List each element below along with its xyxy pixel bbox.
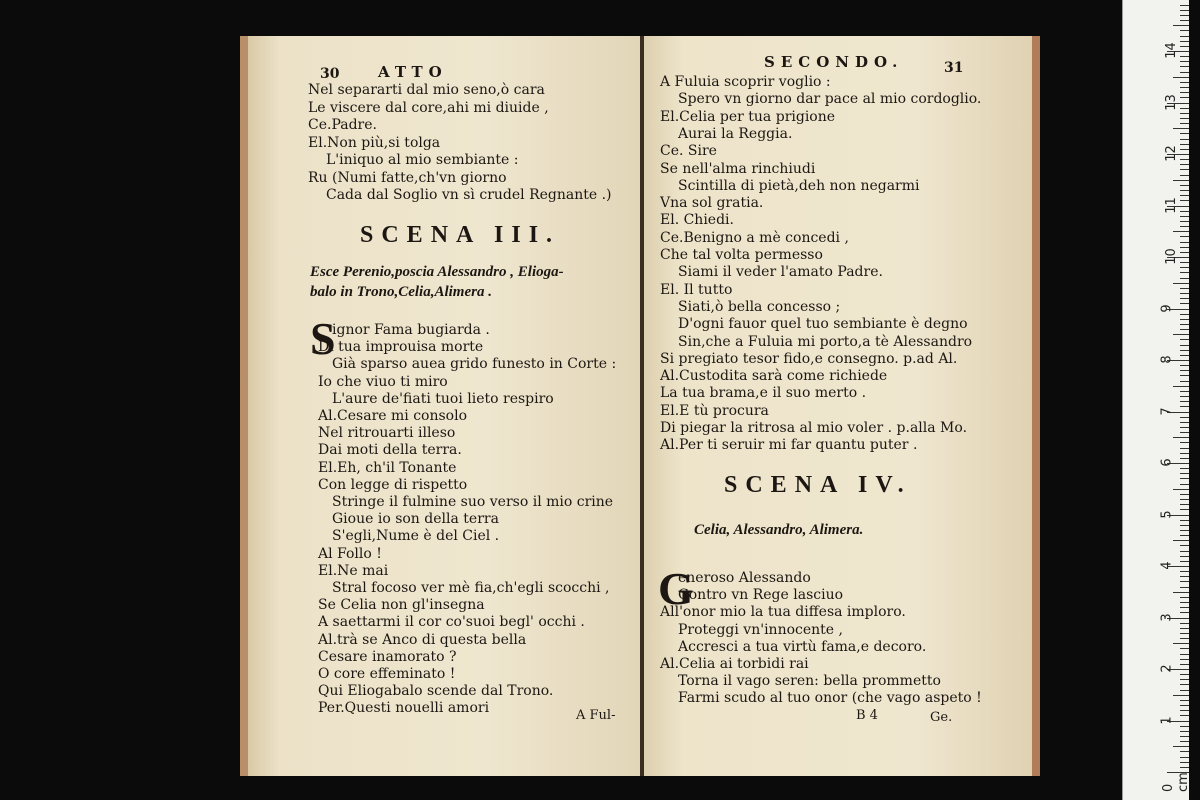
ruler-tick (1180, 757, 1189, 758)
ruler-tick (1180, 303, 1189, 304)
running-head: ATTO (378, 63, 448, 81)
scene-title: SCENA IV. (724, 472, 912, 498)
measurement-ruler (1122, 0, 1189, 800)
verse-line: El.Non più,si tolga (308, 134, 441, 151)
ruler-tick (1180, 139, 1189, 140)
verse-line: Con legge di rispetto (318, 476, 468, 493)
ruler-tick (1180, 751, 1189, 752)
verse-line: Al.Cesare mi consolo (318, 408, 468, 424)
ruler-tick (1180, 468, 1189, 469)
verse-line: Sin,che a Fuluia mi porto,a tè Alessandro (678, 333, 973, 350)
ruler-tick (1180, 406, 1189, 407)
ruler-tick (1180, 46, 1189, 47)
ruler-tick (1180, 226, 1189, 227)
ruler-tick (1180, 298, 1189, 299)
ruler-tick (1180, 20, 1189, 21)
verse-line: Nel separarti dal mio seno,ò cara (308, 82, 545, 98)
ruler-tick (1180, 324, 1189, 325)
ruler-tick (1180, 710, 1189, 711)
stage-direction-line: Celia, Alessandro, Alimera. (694, 522, 864, 538)
ruler-tick (1173, 180, 1189, 181)
ruler-label: 12 (1163, 145, 1179, 162)
ruler-tick (1180, 149, 1189, 150)
verse-line: A Fuluia scoprir voglio : (660, 74, 831, 90)
ruler-tick (1180, 190, 1189, 191)
verse-line: Siami il veder l'amato Padre. (678, 264, 883, 281)
ruler-tick (1180, 556, 1189, 557)
ruler-tick (1180, 499, 1189, 500)
ruler-tick (1173, 592, 1189, 593)
drop-cap: S (310, 313, 336, 364)
verse-line: L'iniquo al mio sembiante : (326, 152, 519, 168)
verse-line: Gioue io son della terra (332, 511, 499, 528)
ruler-tick (1180, 484, 1189, 485)
ruler-tick (1180, 401, 1189, 402)
ruler-tick (1180, 736, 1189, 737)
ruler-tick (1180, 478, 1189, 479)
verse-line: Ce. Sire (660, 143, 717, 160)
verse-line: Accresci a tua virtù fama,e decoro. (678, 638, 927, 655)
ruler-tick (1180, 15, 1189, 16)
ruler-tick (1180, 108, 1189, 109)
catchword: A Ful- (576, 708, 616, 723)
ruler-tick (1180, 576, 1189, 577)
ruler-tick (1173, 437, 1189, 438)
ruler-tick (1180, 628, 1189, 629)
ruler-tick (1180, 509, 1189, 510)
ruler-tick (1180, 633, 1189, 634)
verse-line: Stringe il fulmine suo verso il mio crine (332, 494, 614, 510)
verse-line: Io che viuo ti miro (318, 373, 448, 390)
verse-line: Contro vn Rege lasciuo (678, 587, 844, 604)
verse-line: El.Eh, ch'il Tonante (318, 459, 457, 476)
ruler-tick (1173, 77, 1189, 78)
verse-line: Di piegar la ritrosa al mio voler . p.alla Mo. (660, 420, 968, 436)
ruler-tick (1173, 746, 1189, 747)
ruler-tick (1180, 715, 1189, 716)
ruler-tick (1180, 427, 1189, 428)
ruler-tick (1180, 267, 1189, 268)
ruler-tick (1180, 679, 1189, 680)
verse-line: Già sparso auea grido funesto in Corte : (332, 356, 617, 373)
verse-line: Qui Eliogabalo scende dal Trono. (318, 683, 554, 700)
ruler-tick (1180, 87, 1189, 88)
ruler-tick (1180, 571, 1189, 572)
ruler-tick (1180, 453, 1189, 454)
ruler-tick (1173, 334, 1189, 335)
ruler-label: 14 (1163, 42, 1179, 59)
ruler-tick (1180, 731, 1189, 732)
verse-line: Al.Custodita sarà come richiede (660, 368, 888, 385)
ruler-tick (1180, 520, 1189, 521)
ruler-tick (1180, 211, 1189, 212)
ruler-tick (1180, 319, 1189, 320)
ruler-tick (1180, 175, 1189, 176)
ruler-tick (1180, 494, 1189, 495)
ruler-tick (1180, 545, 1189, 546)
ruler-label: 5 (1159, 509, 1175, 519)
ruler-tick (1180, 684, 1189, 685)
ruler-tick (1173, 643, 1189, 644)
ruler-label: 7 (1159, 406, 1175, 416)
verse-line: Di tua improuisa morte (318, 339, 484, 356)
ruler-label: 1 (1159, 715, 1175, 725)
ruler-tick (1180, 623, 1189, 624)
ruler-tick (1180, 262, 1189, 263)
ruler-tick (1180, 339, 1189, 340)
ruler-tick (1180, 705, 1189, 706)
ruler-tick (1180, 607, 1189, 608)
ruler-tick (1180, 92, 1189, 93)
ruler-tick (1180, 638, 1189, 639)
ruler-tick (1180, 10, 1189, 11)
ruler-tick (1180, 391, 1189, 392)
ruler-tick (1180, 551, 1189, 552)
signature-mark: B 4 (856, 708, 878, 723)
ruler-tick (1180, 504, 1189, 505)
ruler-label: 2 (1159, 664, 1175, 673)
ruler-tick (1180, 417, 1189, 418)
verse-line: Proteggi vn'innocente , (678, 621, 843, 638)
verse-line: D'ogni fauor quel tuo sembiante è degno (678, 316, 968, 333)
ruler-tick (1180, 561, 1189, 562)
ruler-tick (1180, 56, 1189, 57)
scene-title: SCENA III. (360, 222, 561, 248)
ruler-tick (1180, 432, 1189, 433)
ruler-tick (1180, 113, 1189, 114)
ruler-label: 6 (1159, 458, 1175, 467)
verse-line: ignor Fama bugiarda . (332, 322, 490, 338)
ruler-tick (1180, 375, 1189, 376)
ruler-tick (1180, 654, 1189, 655)
verse-line: Ce.Benigno a mè concedi , (660, 229, 849, 246)
verse-line: O core effeminato ! (318, 666, 456, 682)
verse-line: Dai moti della terra. (318, 442, 462, 459)
verse-line: Farmi scudo al tuo onor (che vago aspeto ! (678, 690, 982, 707)
verse-line: Ce.Padre. (308, 117, 377, 133)
ruler-tick (1180, 396, 1189, 397)
ruler-tick (1180, 350, 1189, 351)
ruler-tick (1180, 216, 1189, 217)
ruler-tick (1180, 118, 1189, 119)
ruler-tick (1180, 123, 1189, 124)
ruler-tick (1180, 164, 1189, 165)
ruler-tick (1180, 597, 1189, 598)
ruler-tick (1180, 36, 1189, 37)
verse-line: Al.Per ti seruir mi far quantu puter . (660, 437, 918, 454)
left-page (240, 36, 642, 776)
ruler-tick (1180, 700, 1189, 701)
ruler-label: 9 (1159, 303, 1175, 313)
verse-line: Al Follo ! (318, 545, 382, 562)
drop-cap: G (658, 563, 694, 614)
ruler-tick (1180, 236, 1189, 237)
ruler-tick (1180, 195, 1189, 196)
ruler-tick (1173, 231, 1189, 232)
ruler-tick (1180, 169, 1189, 170)
verse-line: Che tal volta permesso (660, 247, 823, 263)
stage-direction-line: balo in Trono,Celia,Alimera . (310, 284, 492, 300)
verse-line: Ru (Numi fatte,ch'vn giorno (308, 169, 507, 186)
ruler-tick (1180, 659, 1189, 660)
ruler-tick (1180, 473, 1189, 474)
ruler-tick (1180, 535, 1189, 536)
verse-line: L'aure de'fiati tuoi lieto respiro (332, 390, 554, 407)
ruler-tick (1180, 133, 1189, 134)
ruler-tick (1180, 72, 1189, 73)
verse-line: Scintilla di pietà,deh non negarmi (678, 177, 920, 194)
ruler-tick (1180, 664, 1189, 665)
ruler-tick (1180, 278, 1189, 279)
verse-line: Torna il vago seren: bella prommetto (678, 673, 941, 690)
ruler-tick (1173, 489, 1189, 490)
ruler-tick (1180, 314, 1189, 315)
verse-line: Cesare inamorato ? (318, 648, 457, 665)
ruler-tick (1180, 247, 1189, 248)
stage-direction-line: Esce Perenio,poscia Alessandro , Elioga- (310, 264, 564, 280)
ruler-tick (1180, 762, 1189, 763)
ruler-tick (1180, 674, 1189, 675)
verse-line: El. Il tutto (660, 281, 733, 298)
ruler-tick (1180, 581, 1189, 582)
verse-line: Per.Questi nouelli amori (318, 700, 490, 717)
ruler-tick (1180, 726, 1189, 727)
ruler-tick (1180, 365, 1189, 366)
ruler-tick (1180, 159, 1189, 160)
ruler-tick (1173, 540, 1189, 541)
ruler-tick (1180, 329, 1189, 330)
ruler-tick (1180, 381, 1189, 382)
running-head: SECONDO. (764, 53, 904, 71)
ruler-tick (1180, 370, 1189, 371)
ruler-label: 0 cm (1161, 772, 1191, 792)
ruler-tick (1180, 200, 1189, 201)
ruler-tick (1180, 242, 1189, 243)
verse-line: El.E tù procura (660, 402, 769, 419)
verse-line: El. Chiedi. (660, 212, 734, 229)
ruler-tick (1180, 221, 1189, 222)
ruler-tick (1180, 345, 1189, 346)
catchword: Ge. (930, 710, 953, 725)
ruler-tick (1180, 448, 1189, 449)
ruler-tick (1173, 283, 1189, 284)
ruler-tick (1180, 458, 1189, 459)
ruler-tick (1180, 690, 1189, 691)
ruler-tick (1180, 66, 1189, 67)
verse-line: Si pregiato tesor fido,e consegno. p.ad Al. (660, 350, 958, 367)
ruler-tick (1180, 82, 1189, 83)
verse-line: A saettarmi il cor co'suoi begl' occhi . (318, 614, 585, 631)
ruler-label: 8 (1159, 355, 1175, 364)
ruler-tick (1180, 293, 1189, 294)
ruler-label: 13 (1163, 93, 1179, 111)
ruler-tick (1180, 648, 1189, 649)
ruler-tick (1180, 144, 1189, 145)
ruler-tick (1180, 355, 1189, 356)
ruler-tick (1180, 185, 1189, 186)
ruler-tick (1180, 741, 1189, 742)
ruler-tick (1180, 525, 1189, 526)
right-page (644, 36, 1040, 776)
ruler-tick (1180, 288, 1189, 289)
verse-line: El.Ne mai (318, 562, 389, 579)
verse-line: Aurai la Reggia. (678, 125, 793, 142)
ruler-label: 4 (1159, 561, 1175, 570)
verse-line: Al.Celia ai torbidi rai (660, 656, 809, 672)
verse-line: Le viscere dal core,ahi mi diuide , (308, 99, 549, 116)
ruler-tick (1180, 30, 1189, 31)
ruler-tick (1180, 587, 1189, 588)
ruler-tick (1180, 602, 1189, 603)
verse-line: Spero vn giorno dar pace al mio cordoglio. (678, 91, 982, 108)
page-number: 31 (944, 60, 964, 76)
ruler-tick (1180, 612, 1189, 613)
ruler-tick (1180, 41, 1189, 42)
verse-line: Se Celia non gl'insegna (318, 597, 485, 614)
ruler-tick (1173, 695, 1189, 696)
ruler-tick (1180, 5, 1189, 6)
ruler-tick (1180, 97, 1189, 98)
verse-line: Siati,ò bella concesso ; (678, 298, 841, 315)
verse-line: S'egli,Nume è del Ciel . (332, 528, 500, 545)
ruler-tick (1180, 61, 1189, 62)
verse-line: Al.trà se Anco di questa bella (318, 631, 527, 648)
ruler-tick (1180, 272, 1189, 273)
verse-line: El.Celia per tua prigione (660, 108, 836, 125)
page-number: 30 (320, 66, 340, 82)
ruler-tick (1173, 128, 1189, 129)
verse-line: Stral focoso ver mè fia,ch'egli scocchi , (332, 580, 610, 596)
verse-line: Nel ritrouarti illeso (318, 425, 456, 442)
ruler-tick (1173, 25, 1189, 26)
ruler-label: 10 (1163, 248, 1179, 265)
verse-line: Cada dal Soglio vn sì crudel Regnante .) (326, 187, 612, 203)
open-book (240, 36, 1040, 776)
ruler-tick (1180, 252, 1189, 253)
verse-line: Se nell'alma rinchiudi (660, 160, 816, 177)
verse-line: La tua brama,e il suo merto . (660, 385, 867, 402)
ruler-label: 3 (1159, 612, 1175, 622)
ruler-tick (1173, 386, 1189, 387)
ruler-tick (1180, 530, 1189, 531)
ruler-label: 11 (1163, 196, 1179, 214)
verse-line: eneroso Alessando (678, 570, 811, 586)
verse-line: Vna sol gratia. (660, 195, 764, 212)
ruler-tick (1180, 442, 1189, 443)
ruler-tick (1180, 422, 1189, 423)
verse-line: All'onor mio la tua diffesa imploro. (660, 604, 906, 621)
